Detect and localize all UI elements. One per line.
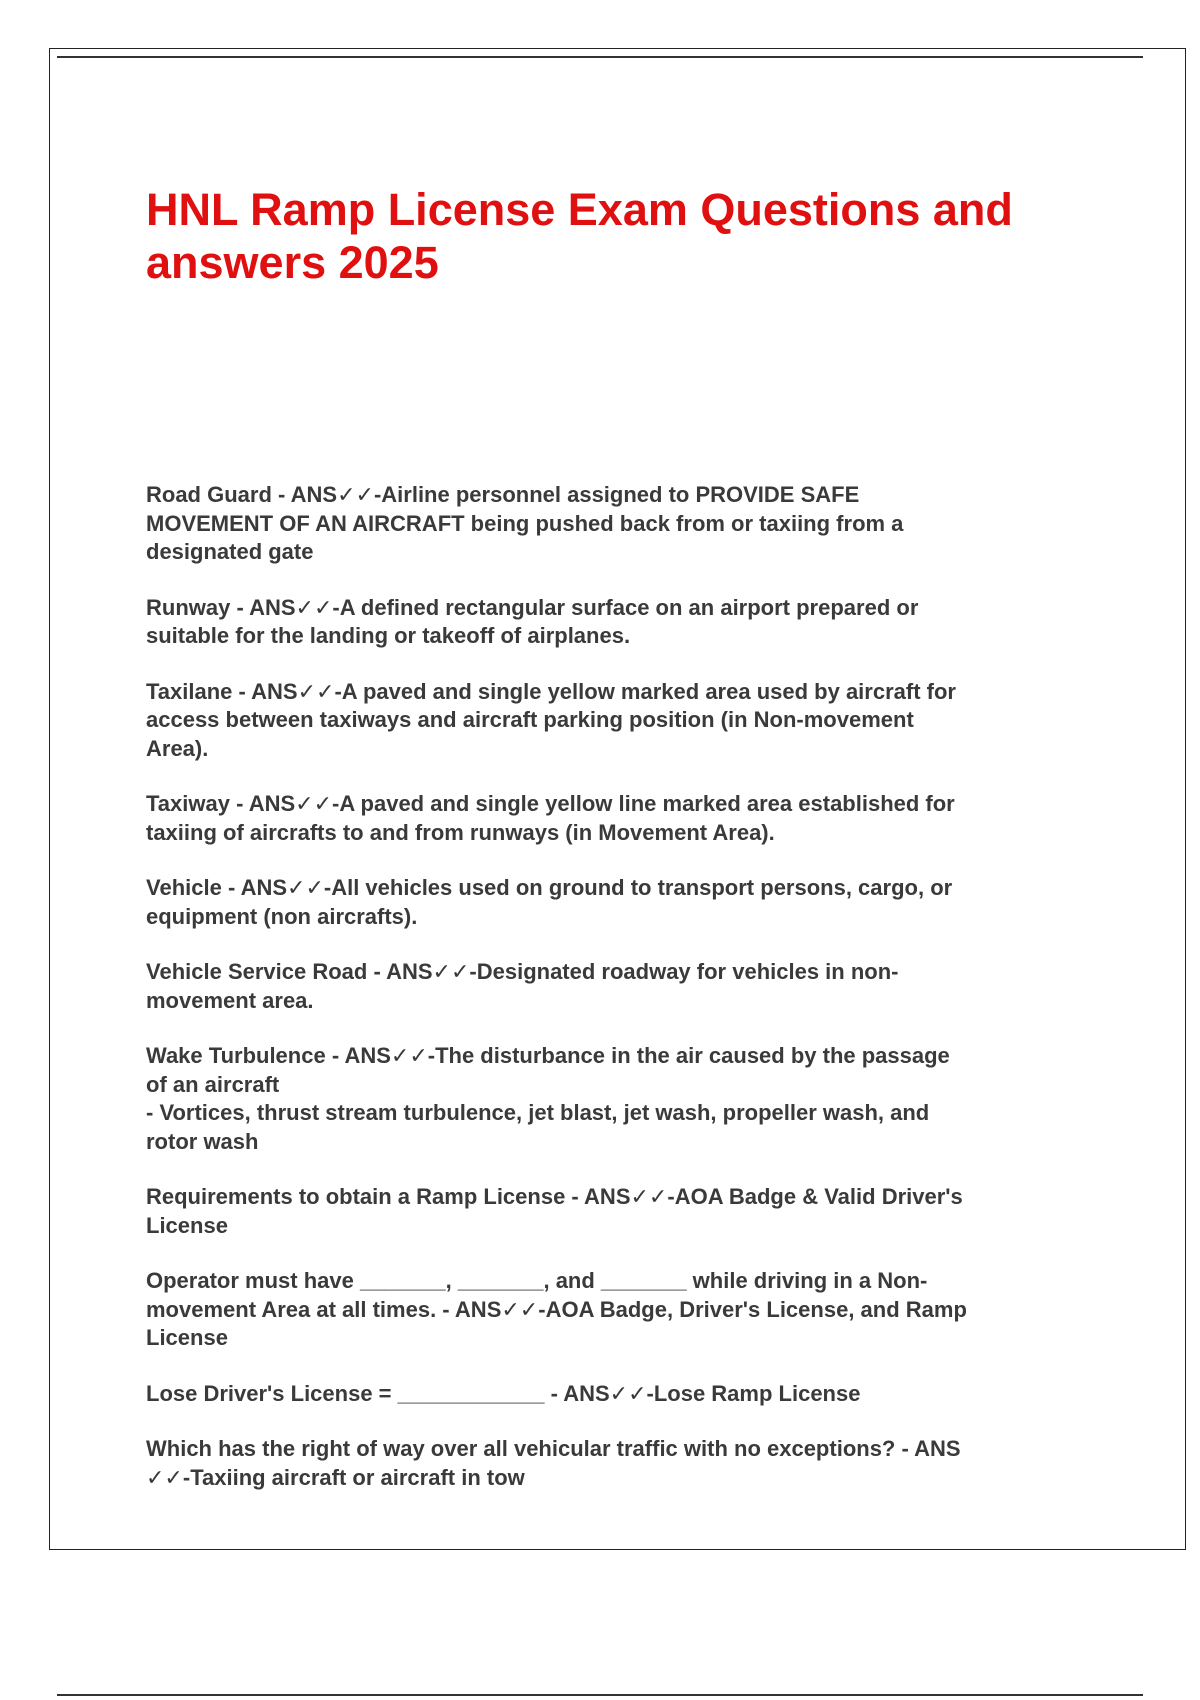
document-title	[146, 183, 1066, 289]
entry-line: Runway - ANS✓✓-A defined rectangular surface on an airport prepared or	[146, 594, 919, 620]
entry-line: Taxilane - ANS✓✓-A paved and single yellow marked area used by aircraft for	[146, 678, 956, 704]
entry-line: equipment (non aircrafts).	[146, 903, 418, 929]
qa-entry-lose-drivers-license	[146, 1380, 1096, 1409]
entry-line: movement area.	[146, 987, 314, 1013]
entry-line: ✓✓-Taxiing aircraft or aircraft in tow	[146, 1464, 525, 1490]
entry-line: rotor wash	[146, 1128, 259, 1154]
entry-line: Which has the right of way over all vehicular traffic with no exceptions? - ANS	[146, 1436, 961, 1461]
qa-entry-runway	[146, 594, 1096, 651]
entry-line: Vehicle - ANS✓✓-All vehicles used on ground to transport persons, cargo, or	[146, 875, 953, 900]
entry-line: Requirements to obtain a Ramp License - ANS✓✓-AOA Badge & Valid Driver's	[146, 1184, 963, 1209]
qa-entry-vehicle-service-road	[146, 958, 1096, 1015]
entry-line: of an aircraft	[146, 1071, 280, 1097]
top-rule	[57, 56, 1143, 58]
entry-line: MOVEMENT OF AN AIRCRAFT being pushed back from or taxiing from a	[146, 510, 904, 536]
qa-entry-right-of-way	[146, 1435, 1096, 1492]
entry-line: Area).	[146, 735, 209, 761]
entry-line: designated gate	[146, 539, 314, 564]
entry-line: suitable for the landing or takeoff of airplanes.	[146, 623, 631, 648]
title-line-2: answers 2025	[146, 237, 439, 288]
qa-entry-ramp-license-requirements	[146, 1183, 1096, 1240]
entry-line: Taxiway - ANS✓✓-A paved and single yellow line marked area established for	[146, 791, 955, 816]
entry-line: - Vortices, thrust stream turbulence, jet blast, jet wash, propeller wash, and	[146, 1100, 930, 1125]
qa-entry-road-guard	[146, 481, 1096, 567]
entry-line: License	[146, 1212, 228, 1238]
entry-line: Wake Turbulence - ANS✓✓-The disturbance in the air caused by the passage	[146, 1043, 950, 1068]
entry-line: access between taxiways and aircraft parking position (in Non-movement	[146, 707, 914, 732]
entry-line: movement Area at all times. - ANS✓✓-AOA Badge, Driver's License, and Ramp	[146, 1296, 967, 1322]
entry-line: Operator must have _______, _______, and _______ while driving in a Non-	[146, 1268, 928, 1293]
qa-entry-wake-turbulence	[146, 1042, 1096, 1156]
entry-line: License	[146, 1325, 228, 1350]
bottom-rule	[57, 1694, 1143, 1696]
entry-line: Vehicle Service Road - ANS✓✓-Designated roadway for vehicles in non-	[146, 959, 899, 984]
entry-line: Road Guard - ANS✓✓-Airline personnel assigned to PROVIDE SAFE	[146, 482, 860, 507]
qa-entry-vehicle	[146, 874, 1096, 931]
qa-entry-taxiway	[146, 790, 1096, 847]
entry-line: taxiing of aircrafts to and from runways (in Movement Area).	[146, 819, 775, 845]
qa-entry-operator-must-have	[146, 1267, 1096, 1353]
entry-line: Lose Driver's License = ____________ - ANS✓✓-Lose Ramp License	[146, 1380, 861, 1406]
qa-list	[146, 481, 1096, 1519]
title-line-1: HNL Ramp License Exam Questions and	[146, 184, 1013, 235]
qa-entry-taxilane	[146, 678, 1096, 764]
